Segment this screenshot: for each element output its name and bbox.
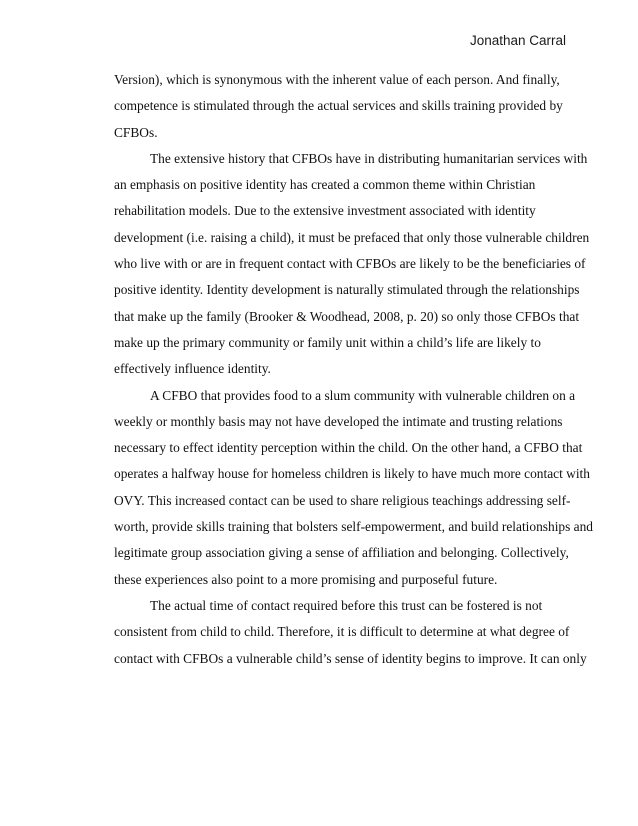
text-line: positive identity. Identity development is naturally stimulated through the relationships — [114, 282, 580, 298]
text-line: weekly or monthly basis may not have developed the intimate and trusting relations — [114, 413, 563, 429]
paragraph-first-line: The actual time of contact required before this trust can be fostered is not — [150, 597, 543, 613]
text-line: an emphasis on positive identity has created a common theme within Christian — [114, 177, 536, 193]
text-line: necessary to effect identity perception within the child. On the other hand, a CFBO that — [114, 440, 583, 456]
body-text — [114, 70, 593, 675]
text-line: contact with CFBOs a vulnerable child’s sense of identity begins to improve. It can only — [114, 650, 587, 666]
text-line: legitimate group association giving a sense of affiliation and belonging. Collectively, — [114, 545, 569, 561]
text-line: development (i.e. raising a child), it must be prefaced that only those vulnerable children — [114, 229, 590, 245]
text-line: rehabilitation models. Due to the extensive investment associated with identity — [114, 203, 536, 219]
text-line: competence is stimulated through the actual services and skills training provided by — [114, 98, 563, 114]
text-line: that make up the family (Brooker & Woodhead, 2008, p. 20) so only those CFBOs that — [114, 308, 580, 324]
paragraph-first-line: The extensive history that CFBOs have in distributing humanitarian services with — [150, 150, 588, 166]
text-line: Version), which is synonymous with the inherent value of each person. And finally, — [114, 72, 560, 87]
text-line: who live with or are in frequent contact with CFBOs are likely to be the beneficiaries of — [114, 256, 586, 272]
running-header-author: Jonathan Carral — [469, 33, 566, 48]
text-line: OVY. This increased contact can be used to share religious teachings addressing self- — [114, 492, 571, 508]
text-line: operates a halfway house for homeless children is likely to have much more contact with — [114, 466, 590, 482]
text-line: consistent from child to child. Therefore, it is difficult to determine at what degree of — [114, 624, 570, 640]
text-line: worth, provide skills training that bolsters self-empowerment, and build relationships and — [114, 519, 593, 535]
text-line: CFBOs. — [114, 124, 158, 140]
text-line: these experiences also point to a more promising and purposeful future. — [114, 571, 498, 587]
text-line: effectively influence identity. — [114, 361, 271, 377]
paragraph-first-line: A CFBO that provides food to a slum community with vulnerable children on a — [150, 387, 576, 403]
text-line: make up the primary community or family unit within a child’s life are likely to — [114, 334, 541, 350]
